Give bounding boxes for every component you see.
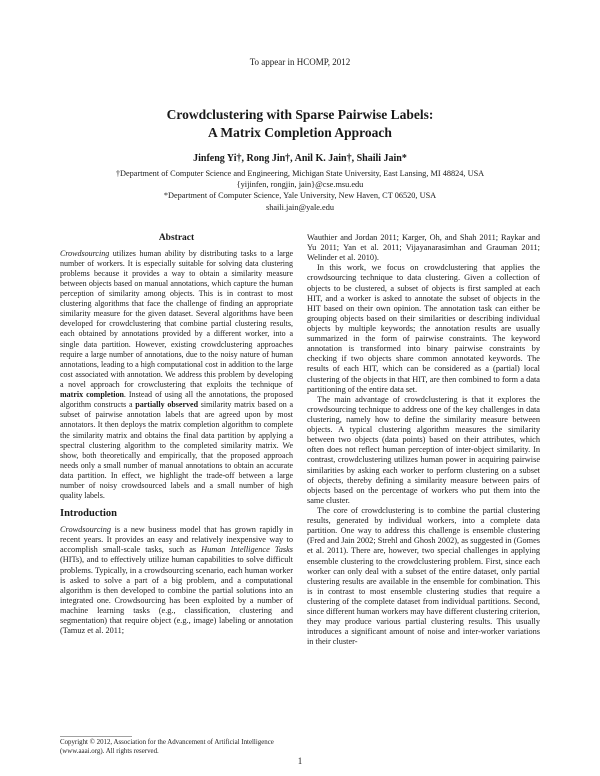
affiliation-email-msu: {yijinfen, rongjin, jain}@cse.msu.edu	[236, 180, 364, 190]
two-column-body	[60, 233, 540, 738]
affiliation-line-yale: *Department of Computer Science, Yale University, New Haven, CT 06520, USA	[163, 191, 437, 201]
right-paragraph-core: The core of crowdclustering is to combine the partial clustering results, generated by individual workers, into a complete data partition. One way to address this challenge is ensemble clustering (Fred and Jain 2002; Strehl and Ghosh 2002), as suggested in (Gomes et al. 2011). There are, however, two special challenges in applying ensemble clustering to the crowdclustering problem. First, since each worker can only deal with a subset of the entire dataset, only partial clustering results are available in the ensemble for combination. This is in contrast to most ensemble clustering studies that require a clustering of the complete dataset from individual partitions. Second, since different human workers may have different clustering criterion, they may produce various partial clustering results. This usually introduces a significant amount of noise and inter-worker variations in their cluster-	[307, 505, 540, 647]
right-column	[307, 233, 540, 738]
abstract-heading: Abstract	[158, 233, 195, 243]
introduction-body-1: is a new business model that has grown rapidly in recent years. It provides an easy and relatively inexpensive way to accomplish small-scale tasks, such as	[60, 525, 293, 555]
introduction-lead-italic: Crowdsourcing	[60, 525, 112, 535]
affiliation-line-msu: †Department of Computer Science and Engineering, Michigan State University, East Lansing, MI 48824, USA	[115, 169, 485, 178]
right-paragraph-citations: Wauthier and Jordan 2011; Karger, Oh, and Shah 2011; Raykar and Yu 2011; Yan et al. 2011; Vijayanarasimhan and Grauman 2011; Welinder et al. 2010).	[307, 233, 540, 263]
authors-line: Jinfeng Yi†, Rong Jin†, Anil K. Jain†, Shaili Jain*	[193, 153, 407, 164]
abstract-text	[60, 249, 293, 502]
paper-title	[0, 106, 600, 141]
abstract-lead-italic: Crowdsourcing	[60, 248, 110, 258]
abstract-body-1: utilizes human ability by distributing tasks to a large number of workers. It is especially suitable for solving data clustering problems because it provides a way to obtain a similarity measure between objects based on manual annotations, which capture the human perception of similarity among objects. This is in contrast to most clustering algorithms that face the challenge of finding an appropriate similarity measure for the given dataset. Several algorithms have been developed for crowdclustering that combine partial clustering results, each obtained by annotations provided by a different worker, into a single data partition. However, existing crowdclustering approaches require a large number of annotations, due to the noisy nature of human annotations, leading to a high computational cost in addition to the large cost associated with annotation. We address this problem by developing a novel approach for crowclustering that exploits the technique of	[60, 248, 293, 389]
introduction-italic-hits: Human Intelligence Tasks	[201, 545, 293, 555]
introduction-body-2: (HITs), and to effectively utilize human capabilities to solve difficult problems. Typically, in a crowdsourcing scenario, each human worker is asked to solve a part of a big problem, and a computational algorithm is then developed to combine the partial solutions into an integrated one. Crowdsourcing has been exploited by a number of machine learning tasks (e.g., classification, clustering and segmentation) that require object (e.g., image) labeling or annotation (Tamuz et al. 2011;	[60, 555, 293, 636]
page-number: 1	[297, 756, 303, 766]
abstract-bold-partially-observed: partially observed	[135, 400, 199, 410]
footnote-rule	[60, 736, 132, 737]
right-paragraph-in-this-work: In this work, we focus on crowdclustering that applies the crowdsourcing technique to data clustering. Given a collection of objects to be clustered, a subset of objects is first sampled at each HIT, and a worker is asked to annotate the subset of objects in the HIT based on their own opinion. The annotation task can either be grouping objects based on their similarities or describing individual objects by multiple keywords; the annotation results are usually summarized in the form of pairwise constraints. The keyword annotation is transformed into binary pairwise constraints by checking if two objects share common annotated keywords. The results of each HIT, which can be considered as a (partial) local clustering of the objects in that HIT, are then combined to form a data partitioning of the entire data set.	[307, 263, 540, 394]
copyright-text: Copyright © 2012, Association for the Advancement of Artificial Intelligence (www.aaai.org). All rights reserved.	[60, 739, 274, 755]
section-heading-introduction: Introduction	[60, 508, 117, 520]
introduction-paragraph	[60, 525, 293, 636]
abstract-body-3: similarity matrix based on a subset of pairwise annotation labels that are agreed upon by most annotators. It then deploys the matrix completion algorithm to complete the similarity matrix and obtains the final data partition by applying a spectral clustering algorithm to the completed similarity matrix. We show, both theoretically and empirically, that the proposed approach needs only a small number of manual annotations to obtain an accurate data partition. In effect, we highlight the trade-off between a large number of noisy crowdsourced labels and a small number of high quality labels.	[60, 400, 293, 501]
abstract-bold-matrix-completion: matrix completion	[60, 390, 124, 400]
header-notice: To appear in HCOMP, 2012	[249, 57, 351, 67]
paper-title-line-2: A Matrix Completion Approach	[208, 124, 392, 140]
right-paragraph-main-advantage: The main advantage of crowdclustering is that it explores the crowdsourcing technique to address one of the key challenges in data clustering, namely how to define the similarity measure between objects. A typical clustering algorithm measures the similarity between two objects (data points) based on their attributes, which often does not reflect human perception of inter-object similarity. In contrast, crowdclustering utilizes human power in acquiring pairwise similarities by asking each worker to perform clustering on a subset of objects, thereby defining a similarity measure between pairs of objects based on the percentage of workers who put them into the same cluster.	[307, 394, 540, 505]
affiliation-email-yale: shaili.jain@yale.edu	[265, 202, 334, 212]
left-column	[60, 233, 293, 738]
abstract-body-2: . Instead of using all the annotations, the proposed algorithm constructs a	[60, 390, 293, 410]
copyright-footnote	[60, 736, 293, 757]
affiliations-block	[0, 168, 600, 213]
paper-title-line-1: Crowdclustering with Sparse Pairwise Labels:	[166, 107, 434, 122]
